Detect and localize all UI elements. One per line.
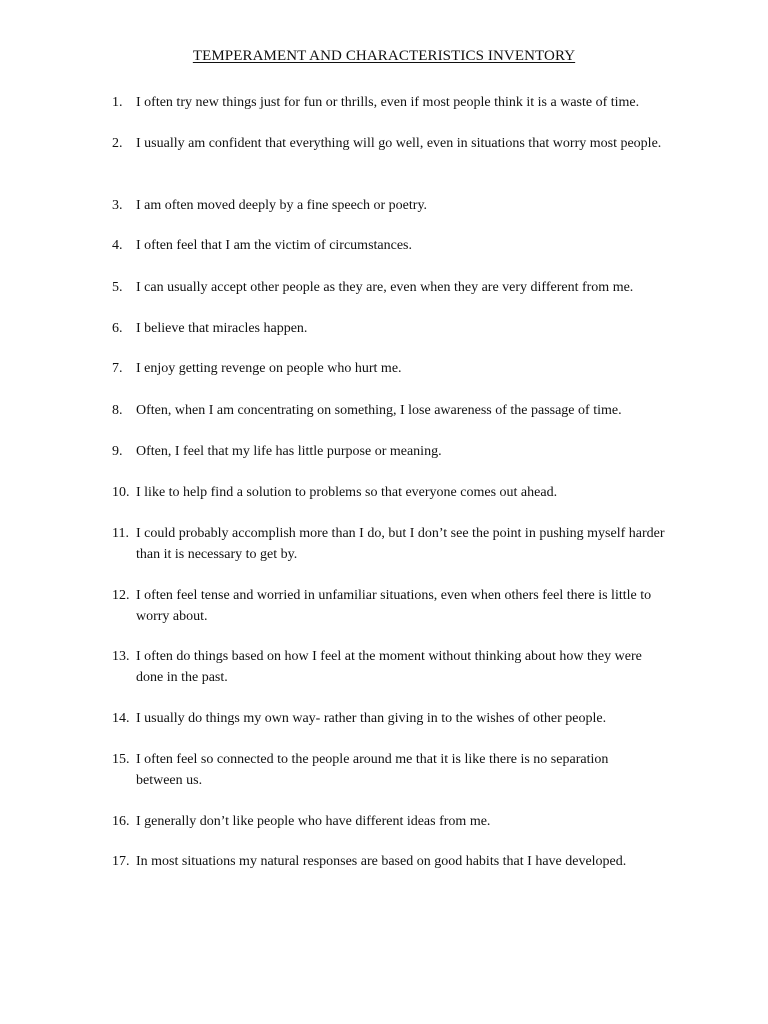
item-text: I usually am confident that everything will go well, even in situations that worry most people. [136,136,662,151]
item-number: 11. [112,526,129,541]
item-number: 12. [112,588,130,603]
item-text: Often, I feel that my life has little purpose or meaning. [136,444,442,459]
item-number: 14. [112,711,130,726]
item-text: I usually do things my own way- rather than giving in to the wishes of other people. [136,711,607,726]
item-number: 17. [112,854,130,869]
item-number: 8. [112,403,123,418]
item-text: Often, when I am concentrating on something, I lose awareness of the passage of time. [136,403,622,418]
item-text: I often feel tense and worried in unfamiliar situations, even when others feel there is little to worry about. [136,588,652,624]
item-text: I often feel so connected to the people around me that it is like there is no separation between us. [136,752,609,788]
item-number: 7. [112,361,123,376]
item-text: I believe that miracles happen. [136,321,308,336]
item-number: 15. [112,752,130,767]
document-title: TEMPERAMENT AND CHARACTERISTICS INVENTORY [192,48,576,64]
item-text: I often do things based on how I feel at the moment without thinking about how they were done in the past. [136,649,642,685]
item-text: I like to help find a solution to problems so that everyone comes out ahead. [136,485,558,500]
item-number: 1. [112,95,123,110]
item-text: I could probably accomplish more than I do, but I don’t see the point in pushing myself harder than it is necessary to get by. [136,526,665,562]
item-number: 6. [112,321,123,336]
item-text: I generally don’t like people who have different ideas from me. [136,814,491,829]
item-number: 13. [112,649,130,664]
item-text: I can usually accept other people as they are, even when they are very different from me. [136,280,634,295]
item-number: 3. [112,198,123,213]
item-number: 4. [112,238,123,253]
item-number: 10. [112,485,130,500]
item-text: I often try new things just for fun or thrills, even if most people think it is a waste of time. [136,95,640,110]
item-text: I enjoy getting revenge on people who hurt me. [136,361,402,376]
item-text: I often feel that I am the victim of circumstances. [136,238,413,253]
item-text: I am often moved deeply by a fine speech or poetry. [136,198,428,213]
item-number: 16. [112,814,130,829]
item-number: 9. [112,444,123,459]
item-text: In most situations my natural responses are based on good habits that I have developed. [136,854,627,869]
item-number: 2. [112,136,123,151]
item-number: 5. [112,280,123,295]
